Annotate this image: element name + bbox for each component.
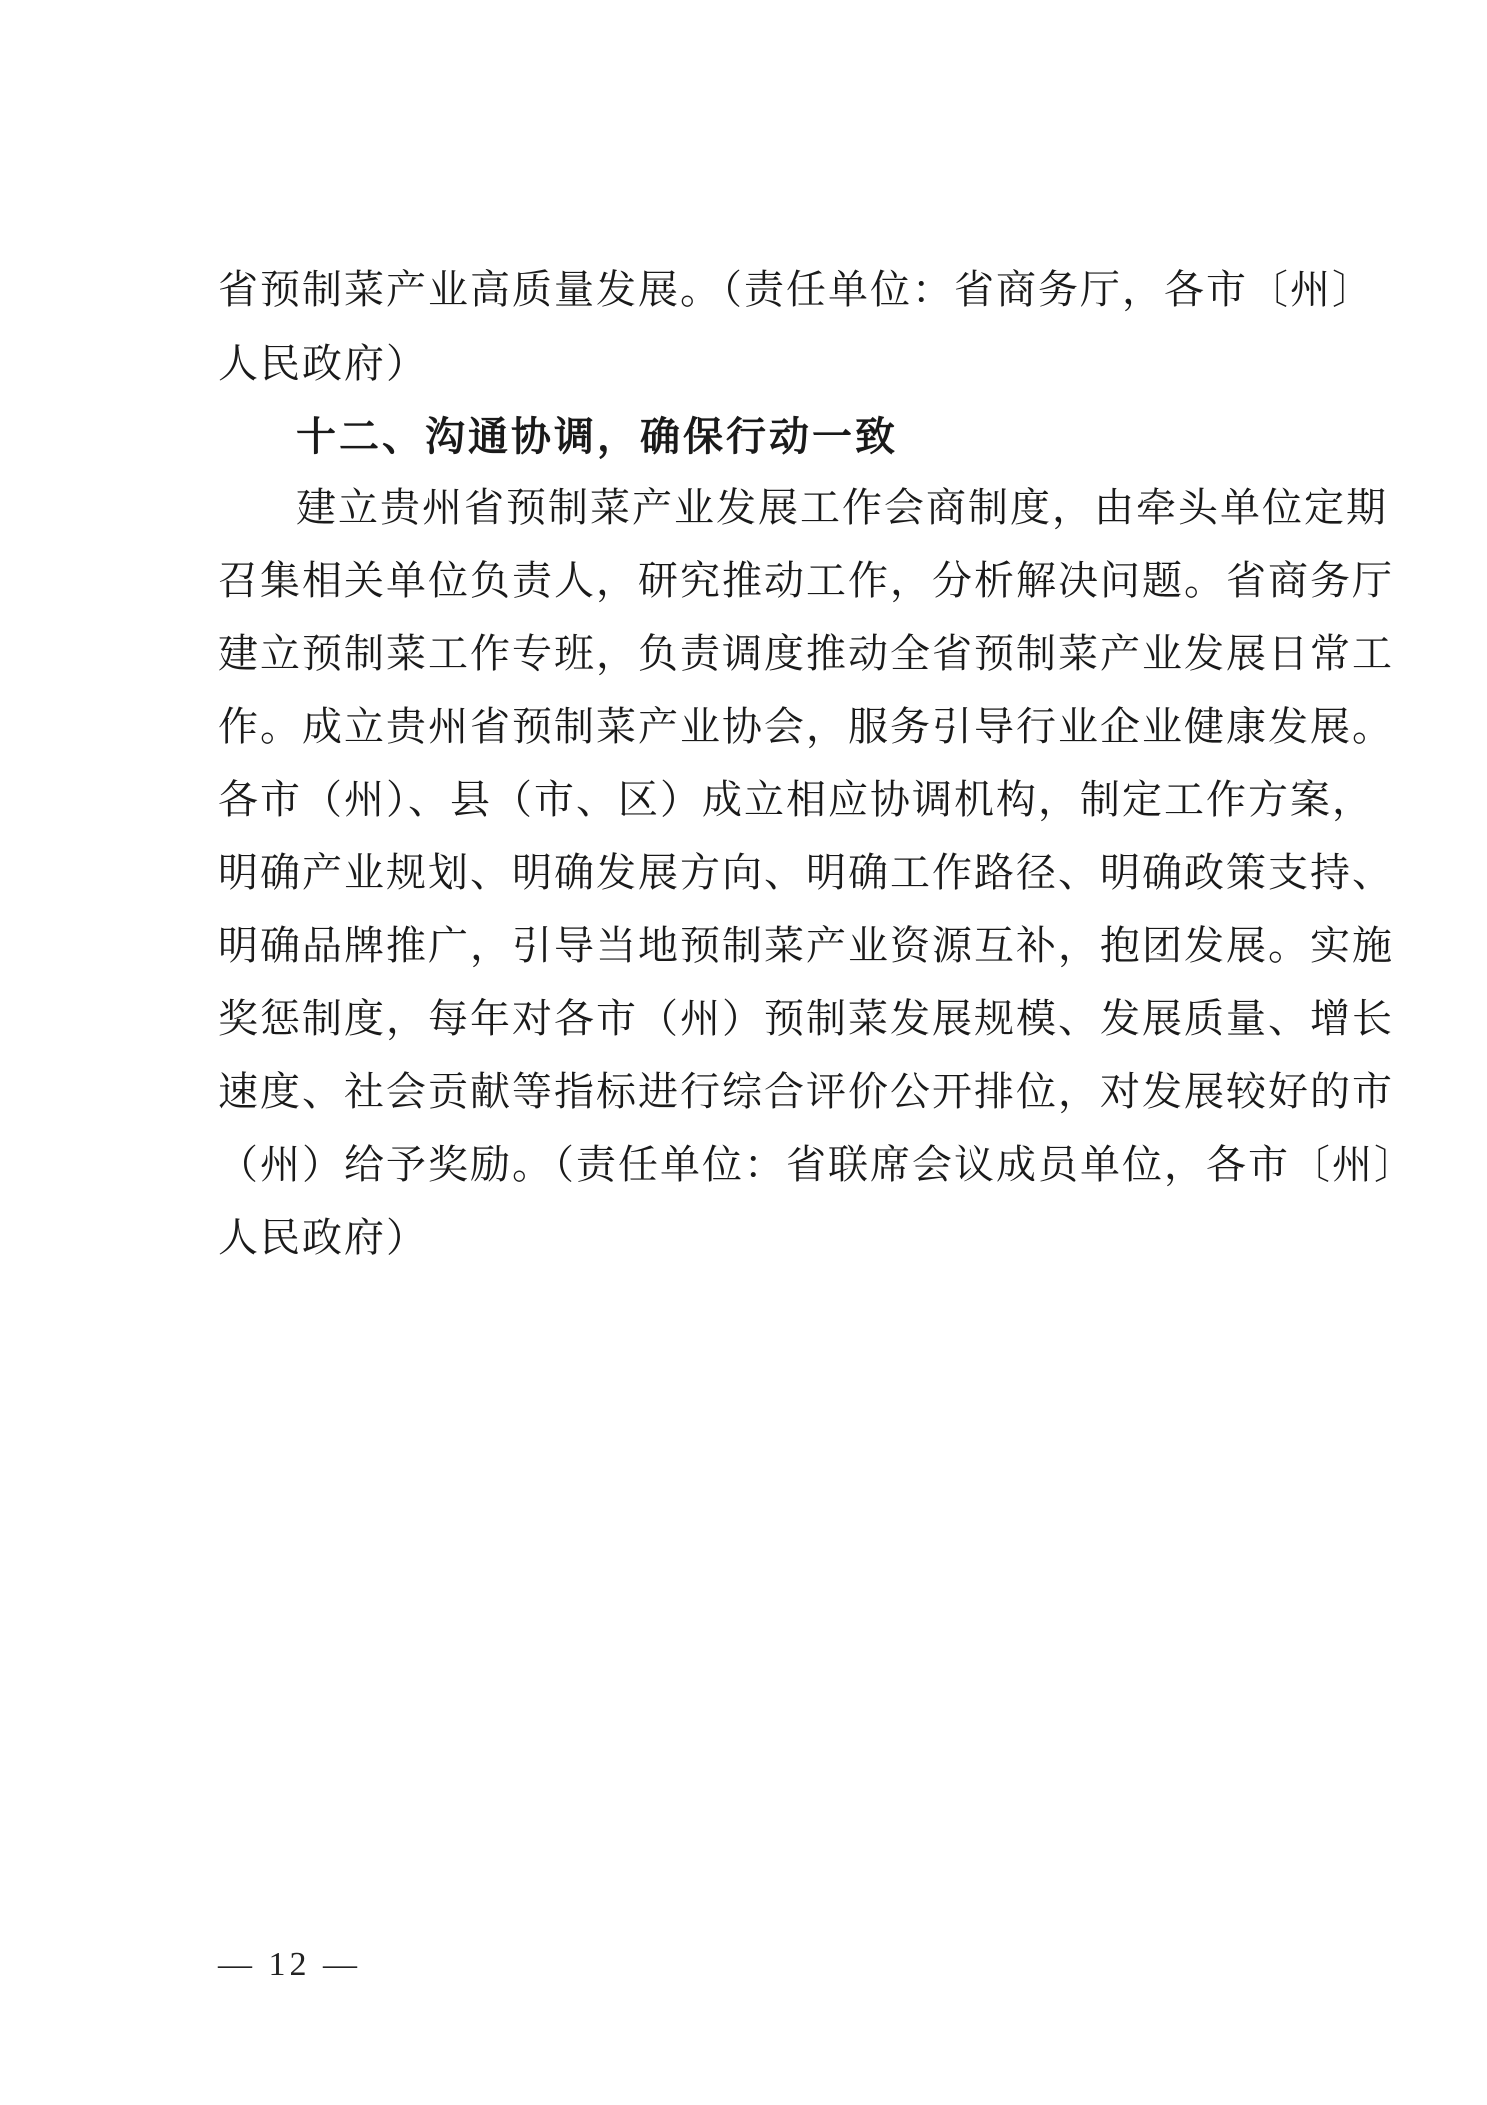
paragraph-line-1: 建立贵州省预制菜产业发展工作会商制度，由牵头单位定期 (296, 485, 1388, 531)
page-number: — 12 — (218, 1946, 361, 1983)
paragraph-line-4: 作。成立贵州省预制菜产业协会，服务引导行业企业健康发展。 (218, 704, 1394, 750)
paragraph-line-5: 各市（州）、县（市、区）成立相应协调机构，制定工作方案， (218, 777, 1374, 823)
paragraph-line-2: 召集相关单位负责人，研究推动工作，分析解决问题。省商务厅 (218, 558, 1394, 604)
paragraph-line-9: 速度、社会贡献等指标进行综合评价公开排位，对发展较好的市 (218, 1069, 1394, 1115)
paragraph-line-10: （州）给予奖励。（责任单位：省联席会议成员单位，各市〔州〕 (218, 1142, 1416, 1188)
continuation-line-1: 省预制菜产业高质量发展。（责任单位：省商务厅，各市〔州〕 (218, 267, 1374, 313)
continuation-line-2: 人民政府） (218, 341, 428, 387)
paragraph-line-11: 人民政府） (218, 1215, 428, 1261)
paragraph-line-3: 建立预制菜工作专班，负责调度推动全省预制菜产业发展日常工 (218, 631, 1394, 677)
section-heading: 十二、沟通协调，确保行动一致 (296, 414, 898, 460)
paragraph-line-7: 明确品牌推广，引导当地预制菜产业资源互补，抱团发展。实施 (218, 923, 1394, 969)
paragraph-line-8: 奖惩制度，每年对各市（州）预制菜发展规模、发展质量、增长 (218, 996, 1394, 1042)
paragraph-line-6: 明确产业规划、明确发展方向、明确工作路径、明确政策支持、 (218, 850, 1394, 896)
